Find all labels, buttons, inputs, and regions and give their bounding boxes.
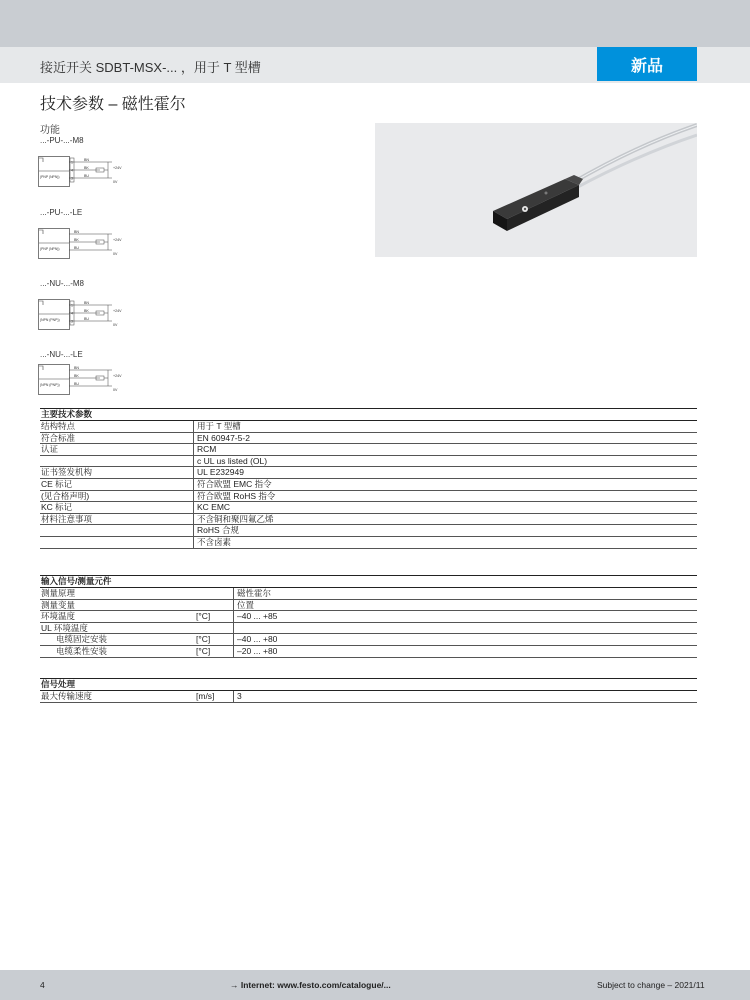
table-title: 信号处理 bbox=[40, 678, 697, 691]
row-unit: [m/s] bbox=[196, 691, 215, 701]
product-image bbox=[375, 123, 697, 257]
header-title: 接近开关 SDBT-MSX-... ，用于 T 型槽 bbox=[40, 60, 261, 75]
row-value: RCM bbox=[193, 444, 697, 455]
supply-plus-label: +24V bbox=[113, 374, 122, 378]
table-row bbox=[40, 479, 697, 491]
wire-label: BN bbox=[74, 230, 79, 234]
circuit-box-text: (PNP (NPN)) bbox=[40, 247, 60, 251]
table-title: 主要技术参数 bbox=[40, 408, 697, 421]
wire-label: BN bbox=[74, 366, 79, 370]
row-value: 位置 bbox=[233, 600, 697, 611]
table-row bbox=[40, 525, 697, 537]
table-row bbox=[40, 467, 697, 479]
wire-label: BK bbox=[74, 374, 79, 378]
row-value: 不含卤素 bbox=[193, 537, 697, 548]
pin-label: 4 bbox=[71, 311, 73, 316]
circuit-box-text: (PNP (NPN)) bbox=[40, 175, 60, 179]
row-label: 最大传输速度 bbox=[41, 691, 93, 701]
row-value: 用于 T 型槽 bbox=[193, 421, 697, 432]
row-label: 电缆固定安装 bbox=[56, 634, 108, 645]
table-row bbox=[40, 588, 697, 600]
row-label: CE 标记 bbox=[41, 478, 73, 489]
footer bbox=[0, 970, 750, 1000]
wire-label: BU bbox=[74, 382, 79, 386]
row-label bbox=[40, 537, 193, 548]
circuit-diagram-icon bbox=[38, 295, 128, 335]
supply-plus-label: +24V bbox=[113, 166, 122, 170]
table-row bbox=[40, 456, 697, 468]
internet-link[interactable]: → Internet: www.festo.com/catalogue/... bbox=[230, 980, 391, 990]
table-row bbox=[40, 600, 697, 612]
circuit-diagram-icon bbox=[38, 152, 128, 192]
row-value: 3 bbox=[233, 691, 697, 702]
supply-zero-label: 0V bbox=[113, 388, 118, 392]
supply-plus-label: +24V bbox=[113, 238, 122, 242]
signal-processing-table bbox=[40, 678, 697, 703]
variant-label-pu-m8: ...-PU-...-M8 bbox=[40, 136, 84, 145]
row-unit bbox=[193, 588, 233, 599]
table-row bbox=[40, 634, 697, 646]
table-row bbox=[40, 623, 697, 635]
page-title: 技术参数 – 磁性霍尔 bbox=[40, 96, 186, 113]
pin-label: 1 bbox=[71, 160, 73, 165]
supply-zero-label: 0V bbox=[113, 180, 118, 184]
row-value: 符合欧盟 EMC 指令 bbox=[193, 479, 697, 490]
row-unit: [°C] bbox=[196, 634, 211, 645]
row-label: KC 标记 bbox=[41, 502, 73, 513]
row-label: (见合格声明) bbox=[41, 490, 90, 501]
new-product-badge: 新品 bbox=[597, 47, 697, 81]
row-unit: [°C] bbox=[196, 611, 211, 622]
row-label: 测量变量 bbox=[41, 599, 76, 610]
supply-zero-label: 0V bbox=[113, 252, 118, 256]
row-label: UL 环境温度 bbox=[41, 622, 88, 633]
table-row bbox=[40, 537, 697, 549]
variant-label-pu-le: ...-PU-...-LE bbox=[40, 208, 83, 217]
proximity-sensor-image bbox=[375, 123, 697, 257]
wire-label: BK bbox=[74, 238, 79, 242]
table-row bbox=[40, 611, 697, 623]
row-value: EN 60947-5-2 bbox=[193, 433, 697, 444]
row-value: –40 ... +80 bbox=[233, 634, 697, 645]
row-value: –40 ... +85 bbox=[233, 611, 697, 622]
wire-label: BK bbox=[84, 309, 89, 313]
row-label: 材料注意事项 bbox=[41, 513, 93, 524]
function-label: 功能 bbox=[40, 125, 60, 136]
page-number: 4 bbox=[40, 980, 45, 990]
table-row bbox=[40, 691, 697, 703]
circuit-box-text: (NPN (PNP)) bbox=[40, 318, 60, 322]
table-title: 输入信号/测量元件 bbox=[40, 575, 697, 588]
row-value: UL E232949 bbox=[193, 467, 697, 478]
row-unit bbox=[193, 600, 233, 611]
row-label: 结构特点 bbox=[41, 421, 76, 431]
pin-label: 1 bbox=[71, 303, 73, 308]
row-label bbox=[40, 525, 193, 536]
input-signal-table bbox=[40, 575, 697, 658]
row-value: KC EMC bbox=[193, 502, 697, 513]
supply-zero-label: 0V bbox=[113, 323, 118, 327]
table-row bbox=[40, 491, 697, 503]
table-row bbox=[40, 502, 697, 514]
row-label: 符合标准 bbox=[41, 432, 76, 443]
pin-label: 4 bbox=[71, 168, 73, 173]
row-value: 磁性霍尔 bbox=[233, 588, 697, 599]
table-row bbox=[40, 421, 697, 433]
row-value: –20 ... +80 bbox=[233, 646, 697, 657]
table-row bbox=[40, 646, 697, 658]
wire-label: BK bbox=[84, 166, 89, 170]
circuit-diagram-icon bbox=[38, 224, 128, 264]
table-row bbox=[40, 514, 697, 526]
row-value bbox=[233, 623, 697, 634]
row-label: 证书签发机构 bbox=[41, 467, 93, 478]
row-unit bbox=[193, 623, 233, 634]
wire-label: BN bbox=[84, 301, 89, 305]
supply-plus-label: +24V bbox=[113, 309, 122, 313]
table-row bbox=[40, 444, 697, 456]
row-label: 测量原理 bbox=[41, 588, 76, 598]
row-label: 电缆柔性安装 bbox=[56, 645, 108, 656]
row-value: 符合欧盟 RoHS 指令 bbox=[193, 491, 697, 502]
variant-label-nu-le: ...-NU-...-LE bbox=[40, 350, 83, 359]
row-value: c UL us listed (OL) bbox=[193, 456, 697, 467]
circuit-diagram-icon bbox=[38, 360, 128, 400]
row-unit: [°C] bbox=[196, 645, 211, 656]
row-label bbox=[40, 456, 193, 467]
wire-label: BU bbox=[74, 246, 79, 250]
wire-label: BU bbox=[84, 317, 89, 321]
main-specs-table bbox=[40, 408, 697, 549]
pin-label: 3 bbox=[71, 319, 73, 324]
table-row bbox=[40, 433, 697, 445]
row-label: 认证 bbox=[41, 444, 59, 455]
row-value: 不含铜和聚四氟乙烯 bbox=[193, 514, 697, 525]
wire-label: BU bbox=[84, 174, 89, 178]
circuit-box-text: (NPN (PNP)) bbox=[40, 383, 60, 387]
pin-label: 3 bbox=[71, 176, 73, 181]
top-band bbox=[0, 0, 750, 47]
row-value: RoHS 合规 bbox=[193, 525, 697, 536]
variant-label-nu-m8: ...-NU-...-M8 bbox=[40, 279, 84, 288]
wire-label: BN bbox=[84, 158, 89, 162]
change-notice: Subject to change – 2021/11 bbox=[597, 980, 705, 990]
row-label: 环境温度 bbox=[41, 611, 76, 622]
